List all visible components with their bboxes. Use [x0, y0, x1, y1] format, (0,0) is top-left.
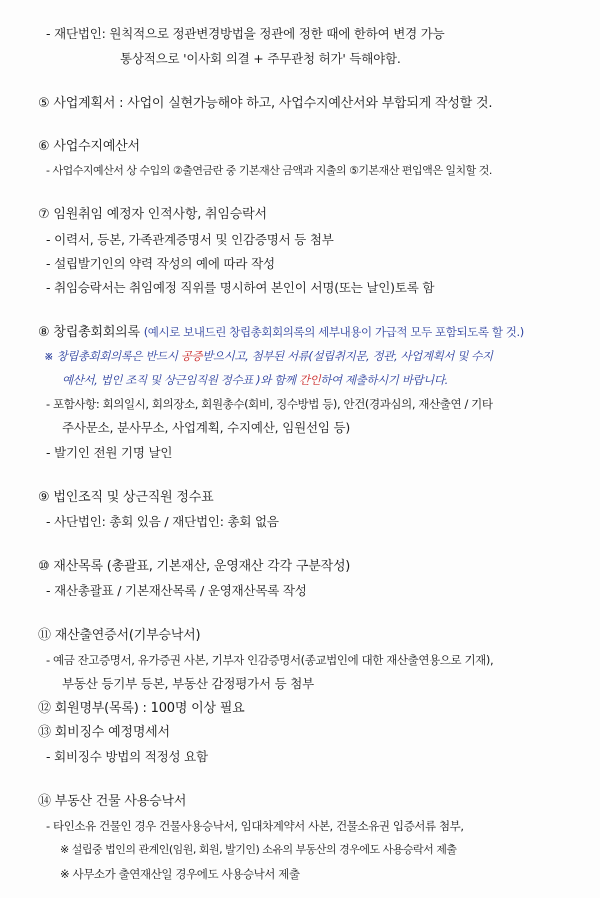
item-8-title-note: (예시로 보내드린 창립총회회의록의 세부내용이 가급적 모두 포함되도록 할 것.): [143, 325, 524, 339]
item-11-title: ⑪ 재산출연증서(기부승낙서): [38, 628, 201, 643]
item-9-detail: - 사단법인: 총회 있음 / 재단법인: 총회 없음: [46, 514, 279, 529]
item-8-note-1c: 받으시고, 첨부된 서류(설립취지문, 정관, 사업계획서 및 수지: [202, 349, 493, 363]
item-12-title: ⑫ 회원명부(목록) : 100명 이상 필요: [38, 701, 245, 716]
item-10-title: ⑩ 재산목록 (총괄표, 기본재산, 운영재산 각각 구분작성): [38, 559, 351, 574]
item-8-title-row: [38, 323, 524, 342]
item-14-detail-1: - 타인소유 건물인 경우 건물사용승낙서, 임대차계약서 사본, 건물소유권 입증서류 첨부,: [46, 819, 464, 833]
item-8-note-notary: 공증: [180, 349, 203, 363]
item-8-note-2c: 하여 제출하시기 바랍니다.: [320, 373, 448, 387]
item-8-detail-2: 주사문소, 분사무소, 사업계획, 수지예산, 임원선임 등): [62, 420, 351, 435]
item-8-note-1: [44, 347, 493, 365]
line-usual-approval: 통상적으로 '이사회 의결 + 주무관청 허가' 득해야함.: [120, 51, 401, 66]
item-10-detail: - 재산총괄표 / 기본재산목록 / 운영재산목록 작성: [46, 583, 307, 598]
item-11-detail-1: - 예금 잔고증명서, 유가증권 사본, 기부자 인감증명서(종교법인에 대한 재산출연용으로 기재),: [46, 653, 494, 667]
item-7-detail-1: - 이력서, 등본, 가족관계증명서 및 인감증명서 등 첨부: [46, 232, 334, 247]
item-8-note-2: [62, 371, 448, 389]
item-8-note-2a: 예산서, 법인 조직 및 상근임직원 정수표 )와 함께: [62, 373, 299, 387]
item-14-note-2: ※ 사무소가 출연재산일 경우에도 사용승낙서 제출: [60, 867, 300, 881]
item-7-detail-2: - 설립발기인의 약력 작성의 예에 따라 작성: [46, 256, 275, 271]
item-8-title: ⑧ 창립총회회의록: [38, 325, 140, 340]
item-11-detail-2: 부동산 등기부 등본, 부동산 감정평가서 등 첨부: [62, 676, 315, 691]
item-8-detail-1: - 포함사항: 회의일시, 회의장소, 회원총수(회비, 징수방법 등), 안건(경과심의, 재산출연 / 기타: [46, 397, 493, 411]
item-8-note-seal: 간인: [298, 373, 321, 387]
line-foundation-amend: - 재단법인: 원칙적으로 정관변경방법을 정관에 정한 때에 한하여 변경 가능: [46, 26, 445, 41]
item-8-note-1a: ※ 창립총회회의록은 반드시: [44, 349, 181, 363]
item-8-detail-3: - 발기인 전원 기명 날인: [46, 445, 173, 460]
item-7-title: ⑦ 임원취임 예정자 인적사항, 취임승락서: [38, 207, 267, 222]
item-5-business-plan: ⑤ 사업계획서 : 사업이 실현가능해야 하고, 사업수지예산서와 부합되게 작성할 것.: [38, 96, 493, 111]
item-14-title: ⑭ 부동산 건물 사용승낙서: [38, 794, 187, 809]
item-7-detail-3: - 취임승락서는 취임예정 직위를 명시하여 본인이 서명(또는 날인)토록 함: [46, 280, 435, 295]
item-6-detail: - 사업수지예산서 상 수입의 ②출연금란 중 기본재산 금액과 지출의 ⑤기본재산 편입액은 일치할 것.: [46, 164, 492, 177]
item-6-title: ⑥ 사업수지예산서: [38, 139, 140, 154]
item-13-title: ⑬ 회비징수 예정명세서: [38, 725, 170, 740]
item-14-note-1: ※ 설립중 법인의 관계인(임원, 회원, 발기인) 소유의 부동산의 경우에도 사용승락서 제출: [60, 843, 457, 856]
item-9-title: ⑨ 법인조직 및 상근직원 정수표: [38, 490, 214, 505]
item-13-detail: - 회비징수 방법의 적정성 요함: [46, 749, 208, 764]
